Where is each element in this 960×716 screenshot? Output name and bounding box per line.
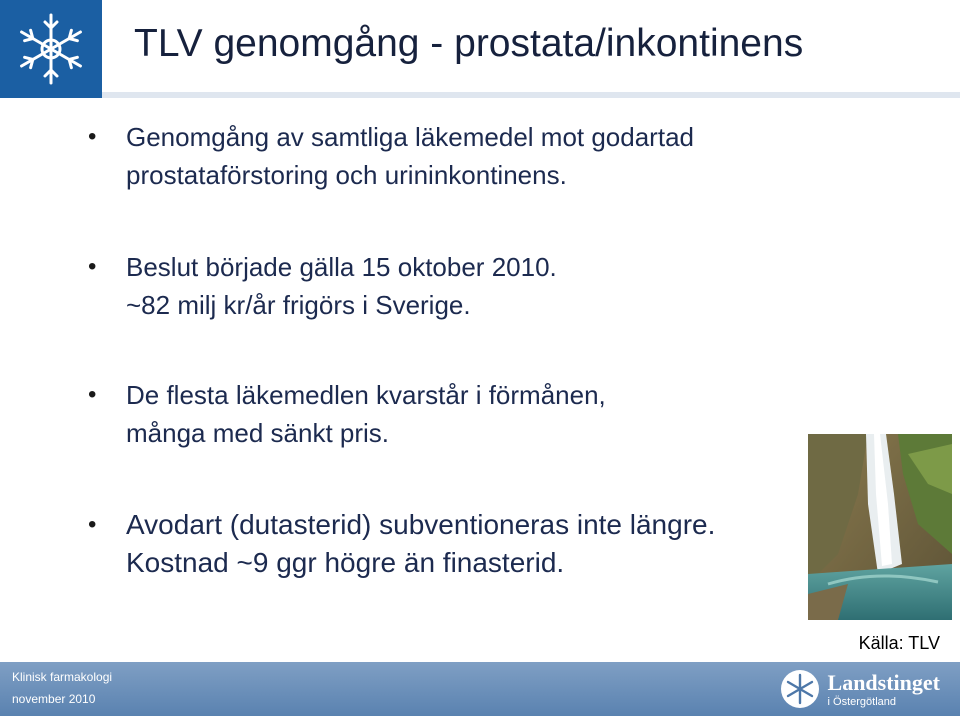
bullet-item	[88, 118, 694, 194]
bullet-line: Kostnad ~9 ggr högre än finasterid.	[126, 547, 565, 578]
bullet-line: prostataförstoring och urininkontinens.	[126, 160, 567, 190]
footer-department: Klinisk farmakologi	[12, 670, 113, 684]
bullet-dot: •	[88, 123, 97, 150]
organization-logo	[0, 0, 102, 98]
bullet-item	[88, 376, 606, 452]
bullet-dot: •	[88, 381, 97, 408]
bullet-line: Avodart (dutasterid) subventioneras inte längre.	[126, 509, 716, 540]
brand-region: i Östergötland	[827, 696, 896, 708]
title-bar	[102, 0, 960, 98]
slide-title: TLV genomgång - prostata/inkontinens	[134, 22, 804, 65]
bullet-line: ~82 milj kr/år frigörs i Sverige.	[126, 290, 471, 320]
source-caption: Källa: TLV	[858, 633, 940, 653]
waterfall-photo	[808, 434, 952, 620]
bullet-dot: •	[88, 253, 97, 280]
bullet-line: Beslut började gälla 15 oktober 2010.	[126, 252, 557, 282]
title-band	[102, 92, 960, 98]
brand-name: Landstinget	[827, 670, 940, 695]
bullet-dot: •	[88, 511, 97, 538]
bullet-item	[88, 506, 715, 582]
bullet-line: Genomgång av samtliga läkemedel mot godartad	[126, 122, 694, 152]
footer-bar	[0, 662, 960, 716]
bullet-item	[88, 248, 557, 324]
landstinget-logo	[780, 666, 940, 712]
bullet-line: många med sänkt pris.	[126, 418, 390, 448]
snowflake-logo-icon	[10, 8, 92, 90]
bullet-line: De flesta läkemedlen kvarstår i förmånen,	[126, 380, 606, 410]
footer-date: november 2010	[12, 692, 96, 706]
snowflake-brand-icon	[780, 669, 820, 709]
